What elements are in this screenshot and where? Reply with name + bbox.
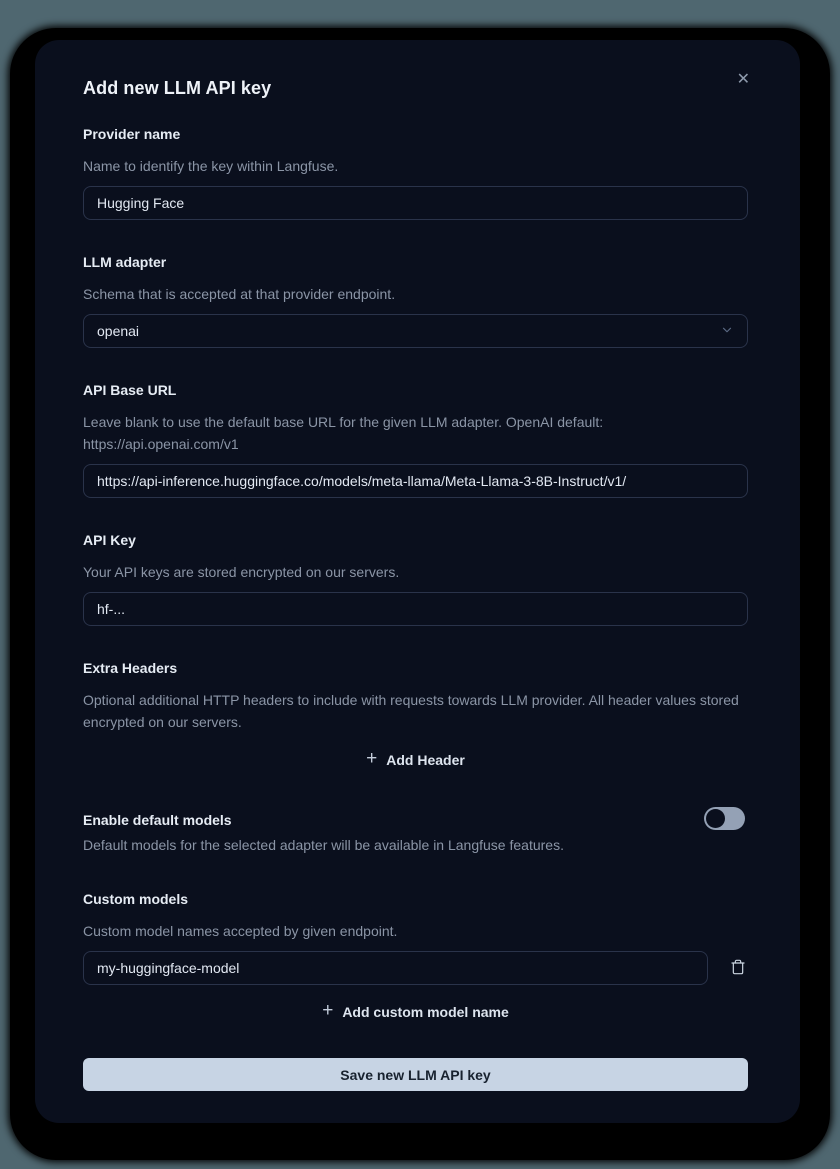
dialog-header	[83, 71, 750, 100]
api-key-input[interactable]	[83, 592, 748, 626]
extra-headers-group	[83, 658, 748, 778]
api-base-url-group	[83, 380, 748, 498]
api-key-group	[83, 530, 748, 626]
add-llm-api-key-dialog	[35, 40, 800, 1123]
api-base-url-input[interactable]	[83, 464, 748, 498]
extra-headers-description: Optional additional HTTP headers to include with requests towards LLM provider. All header values stored encrypted on our servers.	[83, 692, 739, 730]
add-custom-model-row	[83, 994, 748, 1030]
llm-adapter-description: Schema that is accepted at that provider endpoint.	[83, 286, 396, 302]
llm-adapter-group	[83, 252, 748, 348]
enable-default-models-label: Enable default models	[83, 812, 232, 828]
delete-custom-model-button[interactable]	[728, 956, 748, 981]
enable-default-models-toggle[interactable]	[704, 807, 745, 830]
provider-name-group	[83, 124, 748, 220]
llm-adapter-select[interactable]	[83, 314, 748, 348]
dialog-title: Add new LLM API key	[83, 78, 272, 98]
custom-models-group	[83, 889, 748, 1030]
llm-adapter-selected-value: openai	[97, 323, 140, 339]
chevron-down-icon	[720, 323, 734, 340]
custom-model-row	[83, 951, 748, 985]
add-custom-model-label: Add custom model name	[342, 1004, 509, 1020]
add-header-row	[83, 742, 748, 778]
close-button[interactable]	[735, 70, 752, 90]
api-base-url-description: Leave blank to use the default base URL for the given LLM adapter. OpenAI default: https://api.openai.com/v1	[83, 414, 604, 452]
add-custom-model-button[interactable]	[308, 994, 523, 1030]
provider-name-label: Provider name	[83, 126, 181, 142]
llm-adapter-label: LLM adapter	[83, 254, 167, 270]
close-icon: ✕	[736, 71, 750, 88]
api-key-label: API Key	[83, 532, 136, 548]
trash-icon	[730, 958, 746, 979]
plus-icon: +	[366, 748, 378, 769]
save-button[interactable]: Save new LLM API key	[83, 1058, 748, 1091]
custom-models-label: Custom models	[83, 891, 189, 907]
api-key-description: Your API keys are stored encrypted on our servers.	[83, 564, 400, 580]
custom-model-input[interactable]	[83, 951, 708, 985]
provider-name-description: Name to identify the key within Langfuse.	[83, 158, 339, 174]
toggle-knob	[706, 809, 725, 828]
plus-icon: +	[322, 1000, 334, 1021]
enable-default-models-description: Default models for the selected adapter will be available in Langfuse features.	[83, 837, 564, 853]
add-header-button[interactable]	[352, 742, 479, 778]
custom-models-description: Custom model names accepted by given endpoint.	[83, 923, 398, 939]
api-base-url-label: API Base URL	[83, 382, 177, 398]
provider-name-input[interactable]	[83, 186, 748, 220]
extra-headers-label: Extra Headers	[83, 660, 178, 676]
enable-default-models-group	[83, 810, 748, 856]
add-header-label: Add Header	[386, 752, 465, 768]
